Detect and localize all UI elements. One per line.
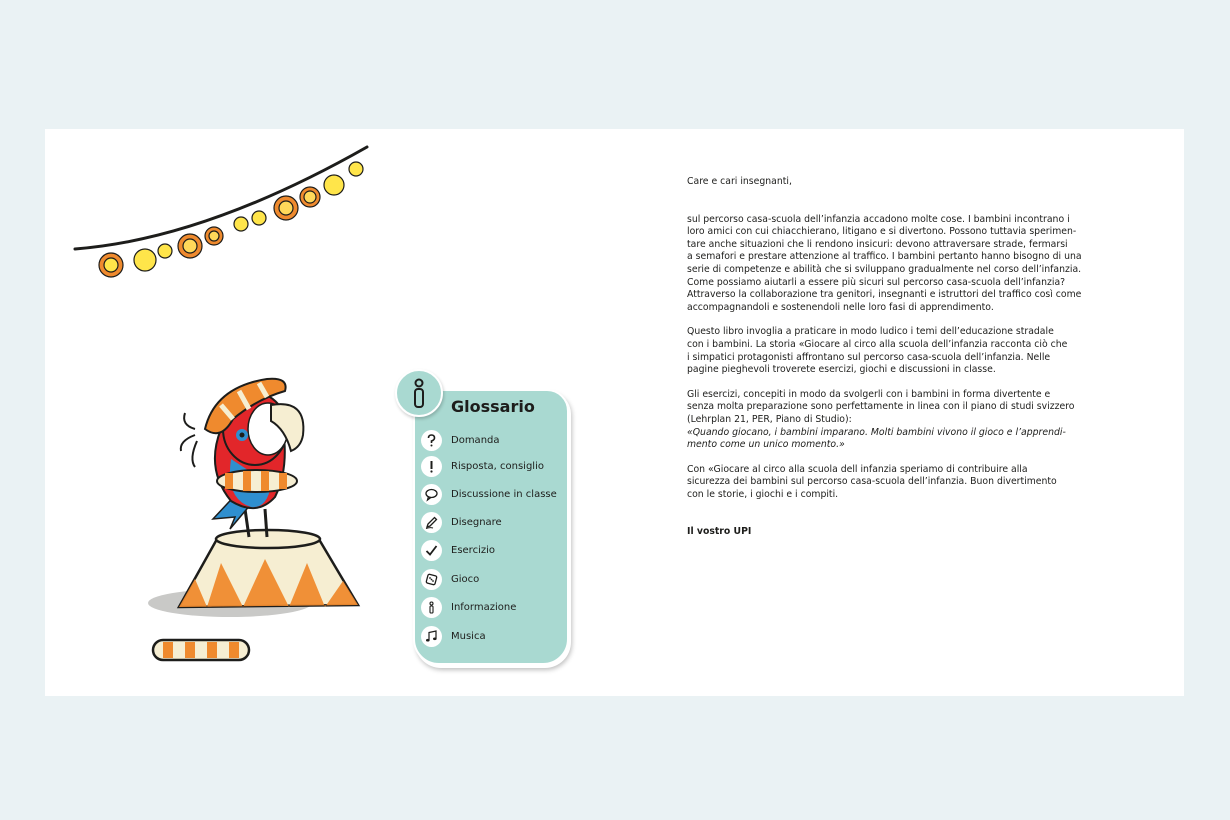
glossary-item-esercizio [421, 538, 495, 562]
glossary-item-label: Disegnare [451, 516, 502, 528]
text-line: senza molta preparazione sono perfettamente in linea con il piano di studi svizzero [687, 401, 1075, 413]
letter-signature: Il vostro UPI [687, 526, 752, 538]
question-mark-icon [424, 433, 439, 448]
glossary-item-discussione [421, 482, 557, 506]
glossary-item-domanda [421, 428, 500, 452]
text-line: Con «Giocare al circo alla scuola dell infanzia speriamo di contribuire alla [687, 463, 1028, 475]
text-line: accompagnandoli e sostenendoli nelle loro fasi di apprendimento. [687, 301, 994, 313]
lantern-garland-illustration [75, 147, 367, 277]
pencil-icon [424, 515, 439, 530]
letter-paragraph-1 [687, 214, 1097, 315]
glossary-badge [395, 369, 443, 417]
text-line: a semafori e prestare attenzione al traffico. I bambini pertanto hanno bisogno di una [687, 251, 1082, 263]
text-line: con i bambini. La storia «Giocare al circo alla scuola dell’infanzia racconta ciò che [687, 338, 1068, 350]
text-line: pagine pieghevoli troverete esercizi, giochi e discussioni in classe. [687, 364, 996, 376]
text-line: Attraverso la collaborazione tra genitori, insegnanti e istruttori del traffico così come [687, 289, 1082, 301]
glossary-title: Glossario [451, 397, 535, 416]
text-line: serie di competenze e abilità che si sviluppano gradualmente nel corso dell’infanzia. [687, 263, 1082, 275]
letter-paragraph-2 [687, 326, 1097, 376]
text-line: i simpatici protagonisti affrontano sul percorso casa-scuola dell’infanzia. Nelle [687, 351, 1051, 363]
glossary-item-label: Esercizio [451, 544, 495, 556]
speech-bubble-icon [424, 487, 439, 502]
glossary-item-label: Domanda [451, 434, 500, 446]
information-icon [424, 600, 439, 615]
text-line: sul percorso casa-scuola dell’infanzia accadono molte cose. I bambini incontrano i [687, 213, 1070, 225]
text-line: sicurezza dei bambini sul percorso casa-scuola dell’infanzia. Buon divertimento [687, 476, 1057, 488]
checkmark-icon [424, 543, 439, 558]
glossary-item-label: Risposta, consiglio [451, 460, 544, 472]
text-line: con le storie, i giochi e i compiti. [687, 488, 839, 500]
glossary-item-disegnare [421, 510, 502, 534]
parrot-on-circus-podium-illustration [148, 379, 358, 617]
text-line: loro amici con cui chiacchierano, litigano e si divertono. Possono tuttavia sperimen- [687, 226, 1077, 238]
text-line: Gli esercizi, concepiti in modo da svolgerli con i bambini in forma divertente e [687, 388, 1051, 400]
glossary-item-label: Discussione in classe [451, 488, 557, 500]
glossary-item-label: Musica [451, 630, 486, 642]
dice-icon [424, 572, 439, 587]
letter-text [687, 176, 1097, 539]
information-icon [397, 371, 441, 415]
letter-paragraph-3 [687, 389, 1097, 452]
music-note-icon [424, 629, 439, 644]
text-line: Questo libro invoglia a praticare in modo ludico i temi dell’educazione stradale [687, 326, 1054, 338]
text-line: tare anche situazioni che li rendono insicuri: devono attraversare strade, fermarsi [687, 238, 1068, 250]
book-spread [45, 129, 1184, 696]
glossary-item-risposta [421, 454, 544, 478]
glossary-item-gioco [421, 567, 479, 591]
text-line: Come possiamo aiutarli a essere più sicuri sul percorso casa-scuola dell’infanzia? [687, 276, 1066, 288]
glossary-item-label: Gioco [451, 573, 480, 585]
text-line: (Lehrplan 21, PER, Piano di Studio): [687, 413, 852, 425]
quote-line: «Quando giocano, i bambini imparano. Molti bambini vivono il gioco e l’apprendi- [687, 426, 1066, 438]
striped-ring-illustration [153, 640, 249, 660]
glossary-item-informazione [421, 595, 516, 619]
glossary-item-musica [421, 624, 486, 648]
quote-line: mento come un unico momento.» [687, 439, 845, 451]
letter-paragraph-4 [687, 464, 1097, 502]
letter-salutation: Care e cari insegnanti, [687, 176, 792, 187]
exclamation-mark-icon [424, 459, 439, 474]
glossary-item-label: Informazione [451, 601, 517, 613]
